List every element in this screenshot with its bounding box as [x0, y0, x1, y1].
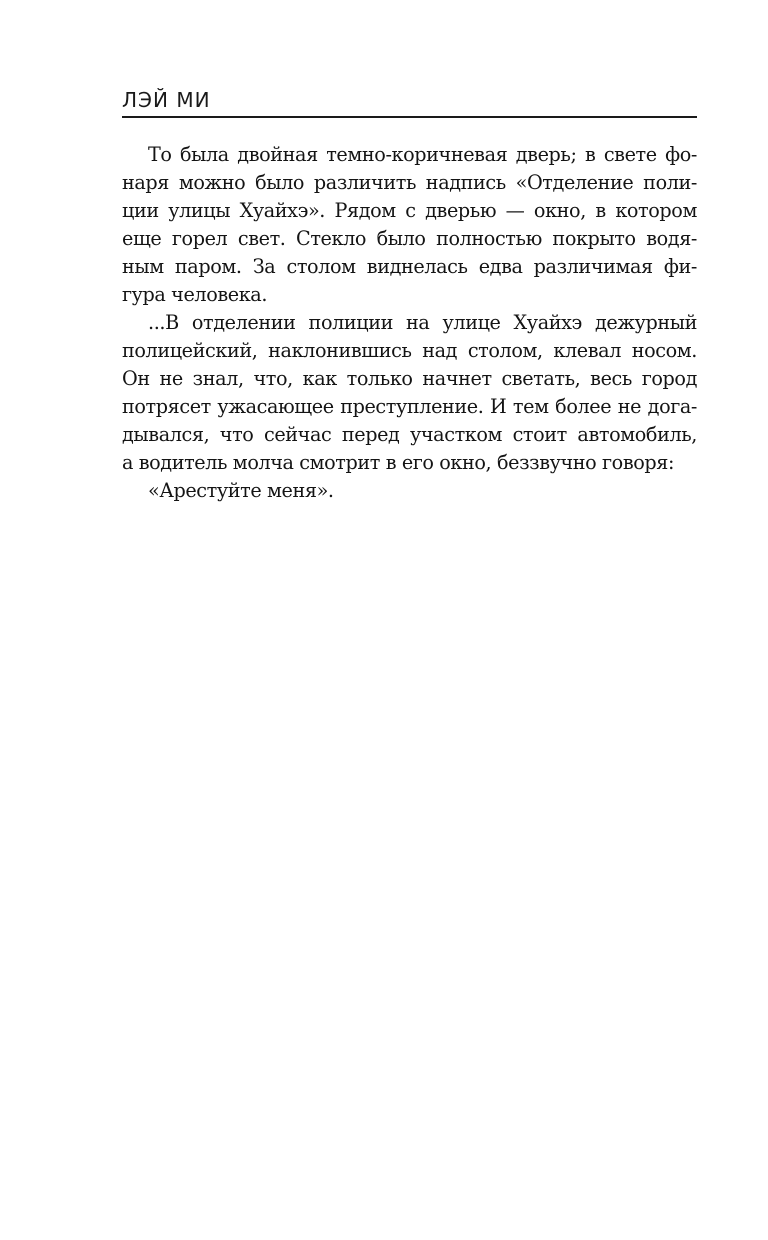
author-name: ЛЭЙ МИ — [122, 88, 211, 112]
body-text — [122, 141, 697, 505]
paragraph-2 — [122, 309, 697, 477]
text-line: наря можно было различить надпись «Отделение поли- — [122, 171, 697, 194]
text-line: Он не знал, что, как только начнет светать, весь город — [122, 367, 697, 390]
text-line: полицейский, наклонившись над столом, клевал носом. — [122, 339, 697, 362]
text-line: ...В отделении полиции на улице Хуайхэ дежурный — [148, 311, 697, 334]
text-line: «Арестуйте меня». — [148, 479, 334, 502]
text-line: гура человека. — [122, 283, 268, 306]
running-header — [122, 80, 697, 120]
text-line: ным паром. За столом виднелась едва различимая фи- — [122, 255, 697, 278]
text-line: потрясет ужасающее преступление. И тем более не дога- — [122, 395, 697, 418]
text-line: ции улицы Хуайхэ». Рядом с дверью — окно, в котором — [122, 199, 697, 222]
text-line: То была двойная темно-коричневая дверь; в свете фо- — [148, 143, 697, 166]
header-rule — [122, 116, 697, 118]
paragraph-3 — [122, 477, 697, 505]
paragraph-1 — [122, 141, 697, 309]
text-line: дывался, что сейчас перед участком стоит автомобиль, — [122, 423, 697, 446]
text-line: еще горел свет. Стекло было полностью покрыто водя- — [122, 227, 697, 250]
text-line: а водитель молча смотрит в его окно, беззвучно говоря: — [122, 451, 675, 474]
